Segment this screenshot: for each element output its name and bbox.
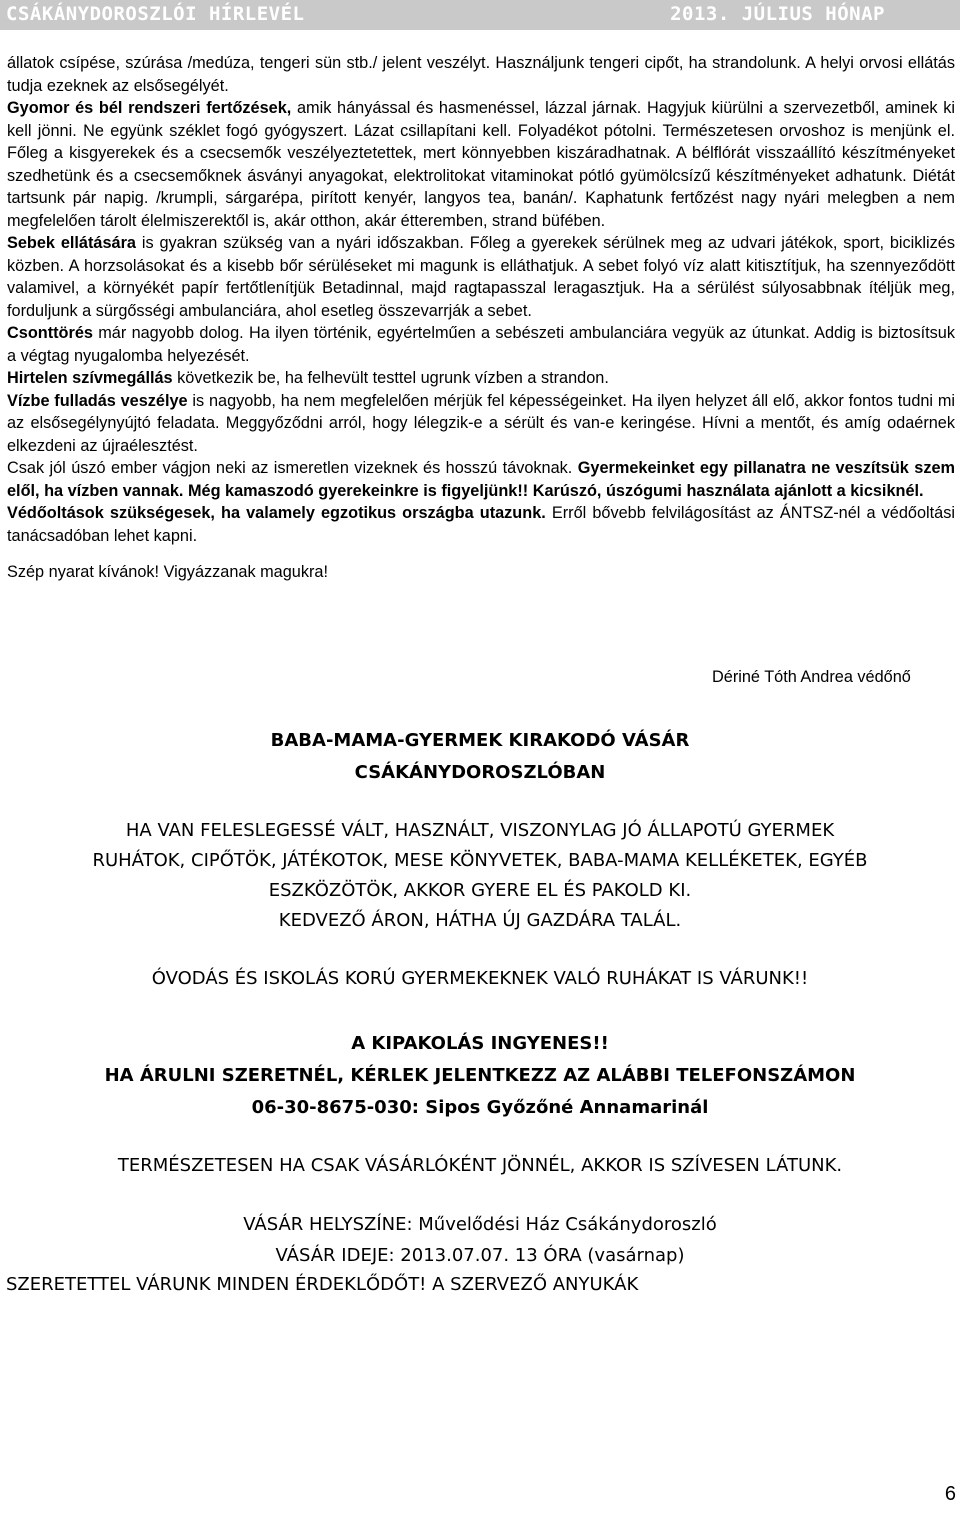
flyer-line-2: RUHÁTOK, CIPŐTÖK, JÁTÉKOTOK, MESE KÖNYVETEK, BABA-MAMA KELLÉKETEK, EGYÉB — [92, 850, 868, 871]
paragraph-vaccinations: Védőoltások szükségesek, ha valamely egzotikus országba utazunk. Erről bővebb felvilágosítást az ÁNTSZ-nél a védőoltási tanácsadóban lehet kapni. — [7, 504, 955, 545]
flyer-buyers-welcome: TERMÉSZETESEN HA CSAK VÁSÁRLÓKÉNT JÖNNÉL, AKKOR IS SZÍVESEN LÁTUNK. — [117, 1155, 843, 1176]
closing-line: Szép nyarat kívánok! Vigyázzanak magukra! — [7, 563, 328, 581]
paragraph-swimming: Csak jól úszó ember vágjon neki az ismeretlen vizeknek és hosszú távoknak. Gyermekeinket egy pillanatra ne veszítsük szem elől, ha vízben vannak. Még kamaszodó gyerekeinkre is figyeljünk!! Karúszó, úszógumi használata ajánlott a kicsiknél. — [7, 459, 955, 500]
flyer-line-1: HA VAN FELESLEGESSÉ VÁLT, HASZNÁLT, VISZONYLAG JÓ ÁLLAPOTÚ GYERMEK — [125, 820, 835, 841]
paragraph-wound-care: Sebek ellátására is gyakran szükség van a nyári időszakban. Főleg a gyerekek sérülnek meg az udvari játékok, sport, biciklizés közben. A horzsolásokat és a kisebb bőr sérüléseket mi magunk is elláthatjuk. A sebet folyó víz alatt kitisztítjuk, ha szennyeződött valamivel, a környékét papír fertőtlenítjük Betadinnal, majd ragtapasszal leragasztjuk. Ha a sérülést súlyosabbnak ítéljük meg, forduljunk a sürgősségi ambulanciára, ahol esetleg összevarrják a sebet. — [7, 234, 955, 320]
page-number: 6 — [944, 1483, 956, 1505]
paragraph-animal-stings: állatok csípése, szúrása /medúza, tengeri sün stb./ jelent veszélyt. Használjunk tengeri cipőt, ha strandolunk. A helyi orvosi ellátás tudja ezeknek az elsősegélyét. — [7, 54, 955, 95]
newsletter-title: CSÁKÁNYDOROSZLÓI HÍRLEVÉL — [6, 3, 305, 25]
contact-name: Sipos Győzőné Annamarinál — [418, 1097, 709, 1118]
flyer-date: VÁSÁR IDEJE: 2013.07.07. 13 ÓRA (vasárnap) — [275, 1245, 685, 1266]
flyer-line-5: ÓVODÁS ÉS ISKOLÁS KORÚ GYERMEKEKNEK VALÓ RUHÁKAT IS VÁRUNK!! — [151, 968, 809, 989]
article-body — [7, 52, 955, 584]
flyer-free-notice: A KIPAKOLÁS INGYENES!! — [351, 1033, 609, 1054]
issue-date: 2013. JÚLIUS HÓNAP — [670, 3, 885, 25]
paragraph-cardiac-arrest: Hirtelen szívmegállás következik be, ha felhevült testtel ugrunk vízben a strandon. — [7, 369, 609, 387]
flyer-line-4: KEDVEZŐ ÁRON, HÁTHA ÚJ GAZDÁRA TALÁL. — [278, 910, 682, 931]
newsletter-header — [0, 0, 960, 30]
flyer-subtitle: CSÁKÁNYDOROSZLÓBAN — [354, 762, 606, 783]
paragraph-fractures: Csonttörés már nagyobb dolog. Ha ilyen történik, egyértelműen a sebészeti ambulanciára vegyük az útunkat. Addig is biztosítsuk a végtag nyugalomba helyezését. — [7, 324, 955, 365]
flyer-line-3: ESZKÖZÖTÖK, AKKOR GYERE EL ÉS PAKOLD KI. — [268, 880, 692, 901]
author-signature: Dériné Tóth Andrea védőnő — [712, 668, 911, 686]
flyer-title: BABA-MAMA-GYERMEK KIRAKODÓ VÁSÁR — [270, 730, 690, 751]
flyer-phone-line — [0, 1097, 960, 1118]
paragraph-drowning: Vízbe fulladás veszélye is nagyobb, ha nem megfelelően mérjük fel képességeinket. Ha ilyen helyzet áll elő, akkor fontos tudni mi az elsősegélynyújtó feladata. Meggyőződni arról, hogy lélegzik-e a sérült és van-e keringése. Hívni a mentőt, és amíg odaérnek elkezdeni az újraélesztést. — [7, 391, 956, 455]
phone-number: 06-30-8675-030: — [251, 1097, 419, 1118]
flyer-contact: HA ÁRULNI SZERETNÉL, KÉRLEK JELENTKEZZ AZ ALÁBBI TELEFONSZÁMON — [104, 1065, 856, 1086]
flyer-invite: SZERETETTEL VÁRUNK MINDEN ÉRDEKLŐDŐT! A SZERVEZŐ ANYUKÁK — [6, 1274, 639, 1295]
paragraph-stomach-infections: Gyomor és bél rendszeri fertőzések, amik hányással és hasmenéssel, lázzal járnak. Hagyjuk kiürülni a szervezetből, aminek ki kell jönni. Ne együnk széklet fogó gyógyszert. Lázat csillapítani kell. Folyadékot pótolni. Természetesen orvoshoz is menjünk el. Főleg a kisgyerekek és a csecsemők veszélyeztetettek, mert könnyebben kiszáradhatnak. A bélflórát visszaállító készítményeket szedhetünk és a csecsemőknek ásványi anyagokat, elektrolitokat vitaminokat pótló gyümölcsízű készítményeket adhatunk. Diétát tartsunk pár napig. /krumpli, sárgarépa, pirított kenyér, langyos tea, banán/. Kaphatunk fertőzést nagy nyári melegben a nem megfelelően tárolt élelmiszerektől is, akár otthon, akár étteremben, strand büfében. — [7, 99, 956, 230]
flyer-venue: VÁSÁR HELYSZÍNE: Művelődési Ház Csákánydoroszló — [243, 1214, 717, 1235]
